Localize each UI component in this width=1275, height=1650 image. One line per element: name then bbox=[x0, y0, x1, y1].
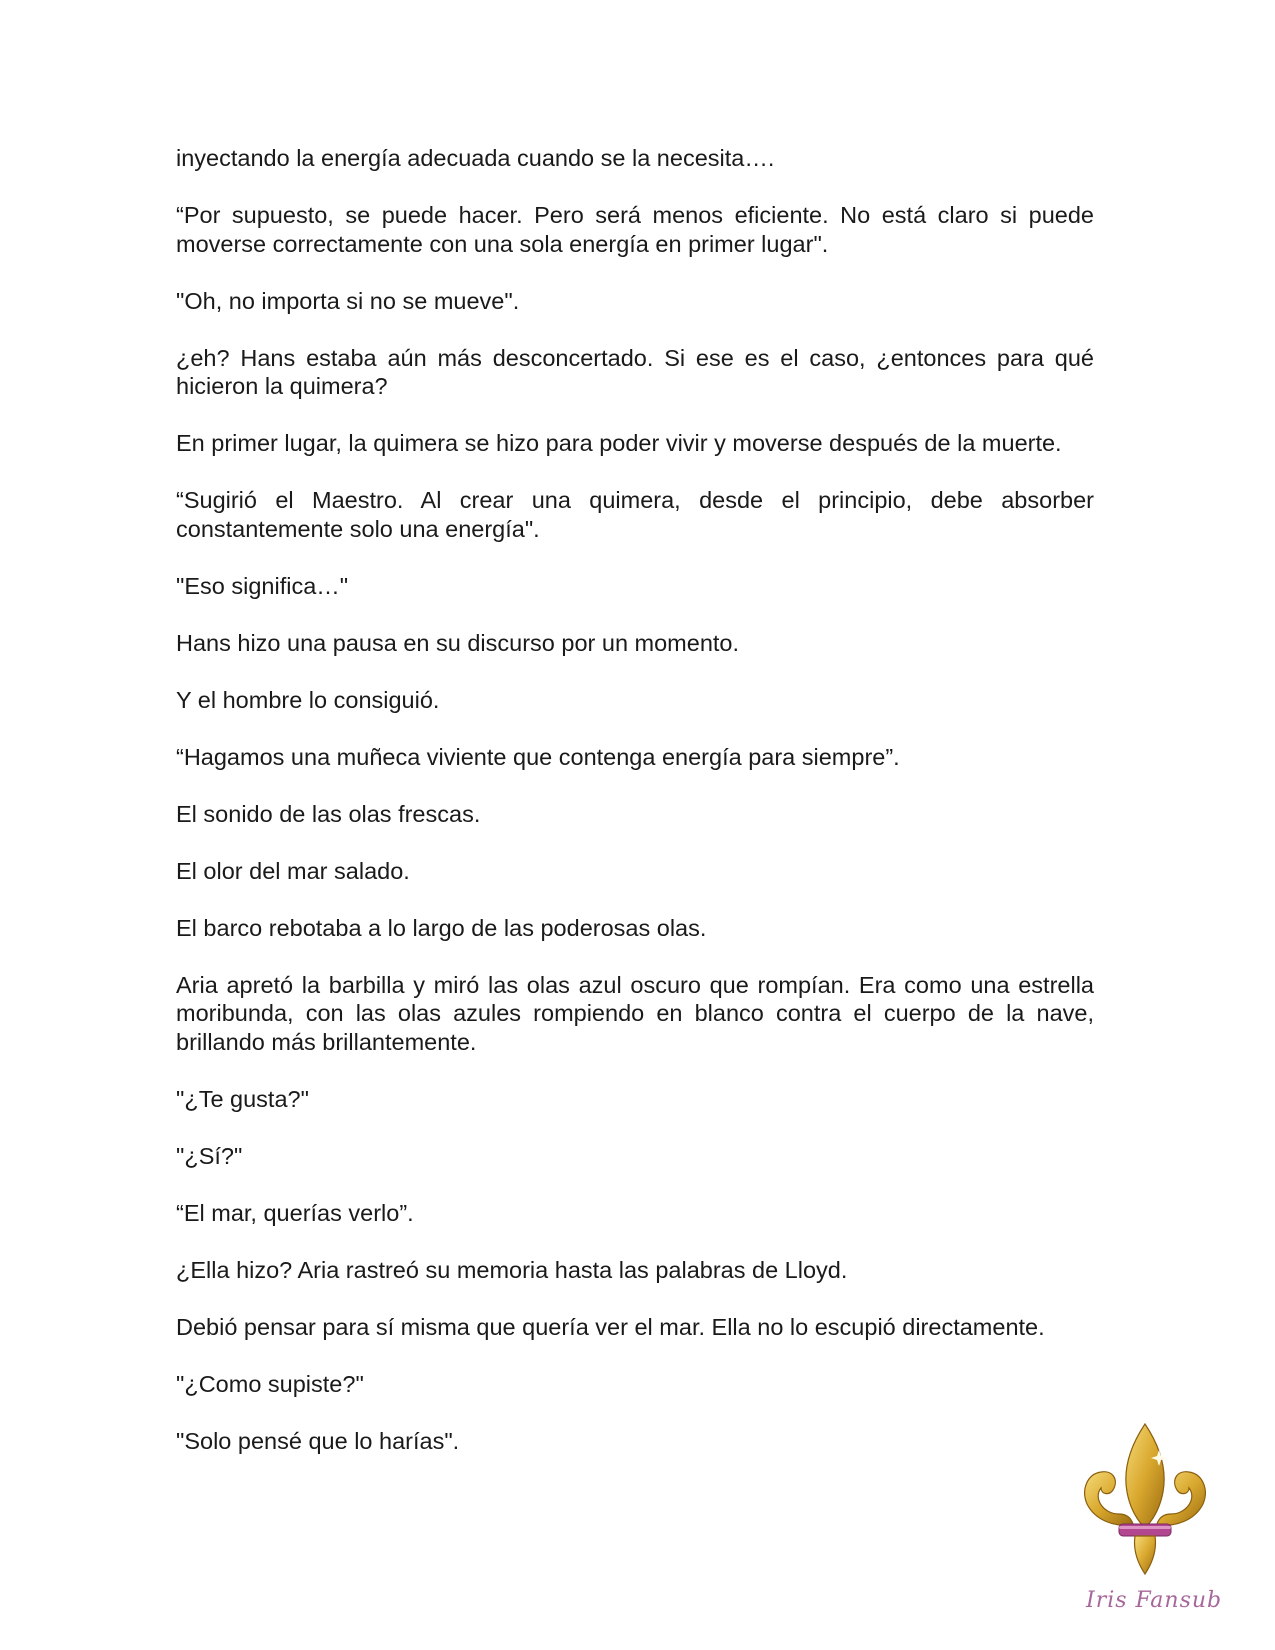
watermark-text: Iris Fansub bbox=[1086, 1588, 1223, 1613]
paragraph: ¿Ella hizo? Aria rastreó su memoria hasta las palabras de Lloyd. bbox=[176, 1256, 848, 1283]
paragraph: Aria apretó la barbilla y miró las olas azul oscuro que rompían. Era como una estrella moribunda, con las olas azules rompiendo en blanco contra el cuerpo de la nave, brillando más brillantemente. bbox=[176, 971, 1094, 1055]
paragraph: El sonido de las olas frescas. bbox=[176, 800, 481, 827]
paragraph: El olor del mar salado. bbox=[176, 857, 410, 884]
paragraph: “Sugirió el Maestro. Al crear una quimera, desde el principio, debe absorber constantemente solo una energía". bbox=[176, 487, 1094, 542]
paragraph: “El mar, querías verlo”. bbox=[176, 1199, 414, 1226]
paragraph: El barco rebotaba a lo largo de las poderosas olas. bbox=[176, 914, 707, 941]
paragraph: ¿eh? Hans estaba aún más desconcertado. Si ese es el caso, ¿entonces para qué hicieron la quimera? bbox=[176, 344, 1094, 399]
paragraph: "¿Te gusta?" bbox=[176, 1085, 309, 1112]
paragraph: inyectando la energía adecuada cuando se la necesita…. bbox=[176, 145, 775, 171]
paragraph: "Oh, no importa si no se mueve". bbox=[176, 287, 520, 314]
paragraph: Debió pensar para sí misma que quería ver el mar. Ella no lo escupió directamente. bbox=[176, 1313, 1045, 1340]
paragraph: En primer lugar, la quimera se hizo para poder vivir y moverse después de la muerte. bbox=[176, 430, 1062, 456]
paragraph: Y el hombre lo consiguió. bbox=[176, 686, 440, 713]
paragraph: “Hagamos una muñeca viviente que contenga energía para siempre”. bbox=[176, 743, 900, 770]
paragraph: "Eso significa…" bbox=[176, 572, 349, 599]
document-body bbox=[176, 144, 1094, 1484]
paragraph: "¿Sí?" bbox=[176, 1142, 243, 1169]
paragraph: Hans hizo una pausa en su discurso por un momento. bbox=[176, 629, 740, 656]
paragraph: "¿Como supiste?" bbox=[176, 1370, 364, 1397]
paragraph: "Solo pensé que lo harías". bbox=[176, 1427, 460, 1454]
fleur-de-lis-icon bbox=[1075, 1420, 1215, 1580]
watermark-logo bbox=[1060, 1420, 1230, 1620]
paragraph: “Por supuesto, se puede hacer. Pero será menos eficiente. No está claro si puede moverse correctamente con una sola energía en primer lugar". bbox=[176, 202, 1094, 257]
